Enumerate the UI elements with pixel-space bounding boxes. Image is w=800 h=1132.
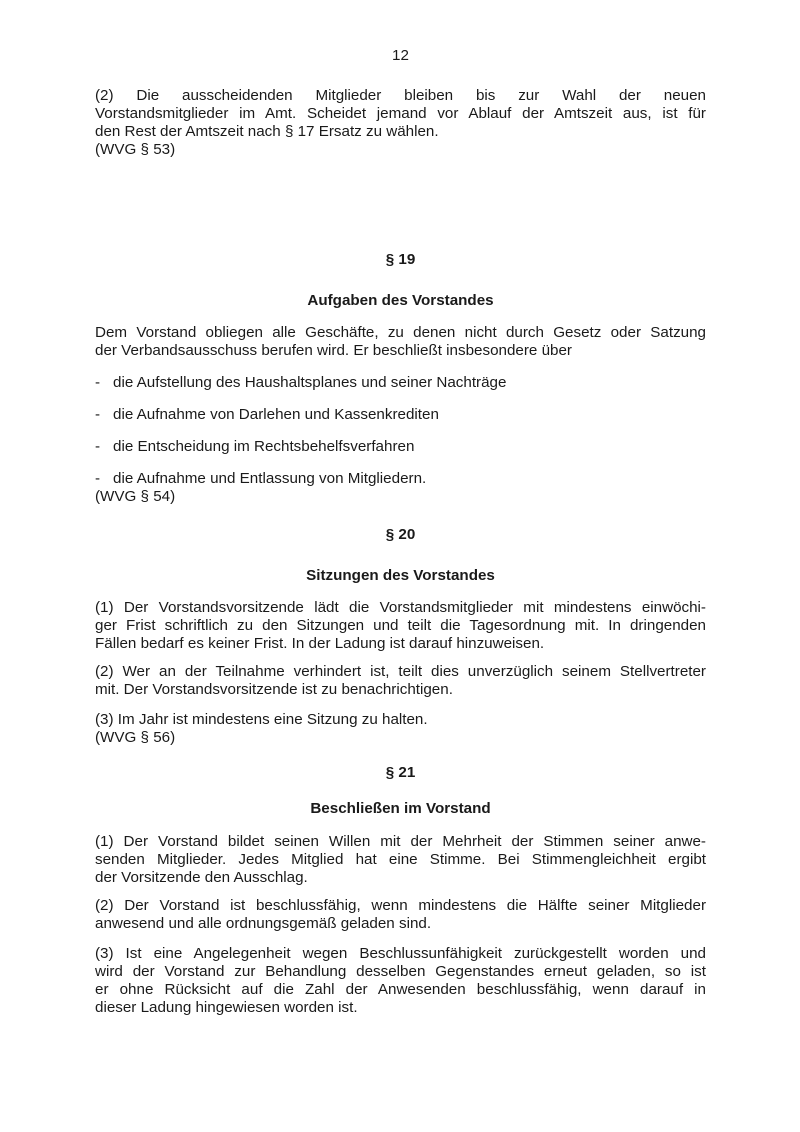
section-20-paragraph-3 [95, 711, 706, 747]
legal-reference: (WVG § 54) [95, 488, 176, 505]
section-20-paragraph-2 [95, 663, 706, 699]
bullet-dash: - [95, 406, 101, 423]
text-line: (1) Der Vorstandsvorsitzende lädt die Vorstandsmitglieder mit mindestens einwöchi- [95, 599, 706, 616]
text-line: (1) Der Vorstand bildet seinen Willen mit der Mehrheit der Stimmen seiner anwe- [95, 833, 706, 850]
section-21-paragraph-2 [95, 897, 706, 933]
text-line: (3) Im Jahr ist mindestens eine Sitzung zu halten. [95, 711, 428, 728]
section-number-20: § 20 [385, 526, 416, 543]
bullet-dash: - [95, 374, 101, 391]
text-line: ger Frist schriftlich zu den Sitzungen und teilt die Tagesordnung mit. In dringenden [95, 617, 706, 634]
bullet-dash: - [95, 438, 101, 455]
text-line: (2) Die ausscheidenden Mitglieder bleiben bis zur Wahl der neuen [95, 87, 706, 104]
list-item-text: die Entscheidung im Rechtsbehelfsverfahren [113, 438, 415, 455]
page-number: 12 [392, 47, 409, 64]
intro-paragraph [95, 87, 706, 159]
section-number-19: § 19 [385, 251, 416, 268]
text-line: anwesend und alle ordnungsgemäß geladen sind. [95, 915, 432, 932]
section-title-21: Beschließen im Vorstand [310, 800, 491, 817]
section-number-21: § 21 [385, 764, 416, 781]
text-line: dieser Ladung hingewiesen worden ist. [95, 999, 358, 1016]
text-line: mit. Der Vorstandsvorsitzende ist zu benachrichtigen. [95, 681, 453, 698]
list-item [95, 406, 706, 424]
legal-reference: (WVG § 53) [95, 141, 176, 158]
text-line: den Rest der Amtszeit nach § 17 Ersatz zu wählen. [95, 123, 439, 140]
text-line: wird der Vorstand zur Behandlung desselben Gegenstandes erneut geladen, so ist [95, 963, 706, 980]
text-line: der Vorsitzende den Ausschlag. [95, 869, 308, 886]
section-title-19: Aufgaben des Vorstandes [307, 292, 494, 309]
list-item [95, 438, 706, 456]
list-item [95, 470, 706, 488]
section-title-20: Sitzungen des Vorstandes [306, 567, 495, 584]
list-item-text: die Aufnahme und Entlassung von Mitgliedern. [113, 470, 427, 487]
text-line: Dem Vorstand obliegen alle Geschäfte, zu denen nicht durch Gesetz oder Satzung [95, 324, 706, 341]
section-21-paragraph-3 [95, 945, 706, 1017]
section-21-paragraph-1 [95, 833, 706, 887]
legal-reference: (WVG § 56) [95, 729, 176, 746]
list-item-text: die Aufstellung des Haushaltsplanes und seiner Nachträge [113, 374, 507, 391]
text-line: (2) Der Vorstand ist beschlussfähig, wenn mindestens die Hälfte seiner Mitglieder [95, 897, 706, 914]
text-line: Fällen bedarf es keiner Frist. In der Ladung ist darauf hinzuweisen. [95, 635, 545, 652]
list-item [95, 374, 706, 392]
section-20-paragraph-1 [95, 599, 706, 653]
text-line: Vorstandsmitglieder im Amt. Scheidet jemand vor Ablauf der Amtszeit aus, ist für [95, 105, 706, 122]
section-19-intro [95, 324, 706, 360]
list-item-text: die Aufnahme von Darlehen und Kassenkrediten [113, 406, 439, 423]
bullet-dash: - [95, 470, 101, 487]
text-line: senden Mitglieder. Jedes Mitglied hat eine Stimme. Bei Stimmengleichheit ergibt [95, 851, 706, 868]
text-line: (3) Ist eine Angelegenheit wegen Beschlussunfähigkeit zurückgestellt worden und [95, 945, 706, 962]
text-line: (2) Wer an der Teilnahme verhindert ist, teilt dies unverzüglich seinem Stellvertreter [95, 663, 706, 680]
text-line: der Verbandsausschuss berufen wird. Er beschließt insbesondere über [95, 342, 572, 359]
text-line: er ohne Rücksicht auf die Zahl der Anwesenden beschlussfähig, wenn darauf in [95, 981, 706, 998]
